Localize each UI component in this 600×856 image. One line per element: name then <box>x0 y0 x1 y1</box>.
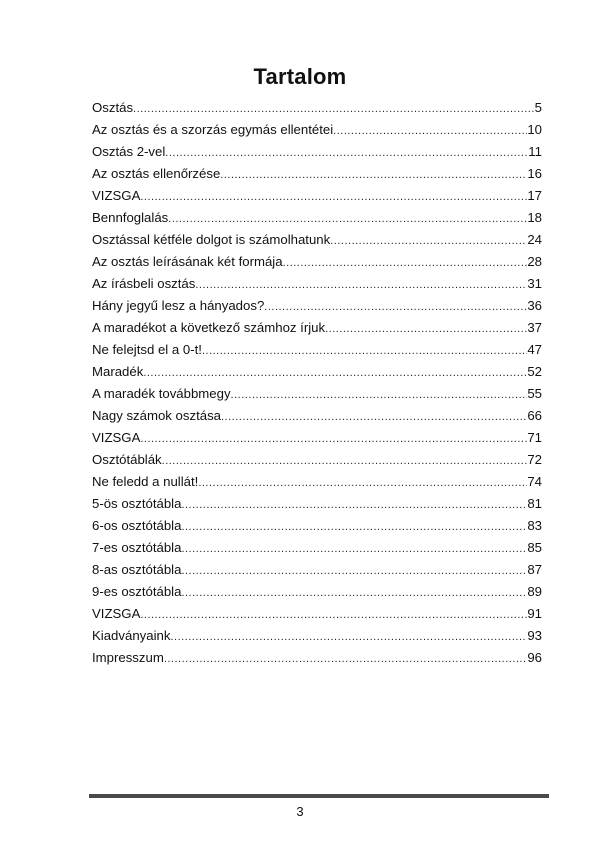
toc-entry-title: Impresszum <box>92 650 164 665</box>
toc-entry-title: VIZSGA <box>92 430 141 445</box>
toc-dot-leader <box>143 362 527 383</box>
toc-dot-leader <box>164 648 528 669</box>
toc-entry[interactable] <box>92 559 542 581</box>
toc-entry-page: 31 <box>527 276 542 291</box>
toc-entry-page: 71 <box>527 430 542 445</box>
toc-entry[interactable] <box>92 427 542 449</box>
toc-entry-page: 85 <box>527 540 542 555</box>
toc-entry-page: 81 <box>527 496 542 511</box>
toc-dot-leader <box>220 164 527 185</box>
toc-entry-title: Az osztás és a szorzás egymás ellentétei <box>92 122 334 137</box>
toc-entry-title: A maradék továbbmegy <box>92 386 231 401</box>
toc-entry-title: Az osztás leírásának két formája <box>92 254 283 269</box>
toc-entry[interactable] <box>92 405 542 427</box>
toc-entry-page: 37 <box>527 320 542 335</box>
toc-entry-page: 96 <box>527 650 542 665</box>
toc-entry-page: 11 <box>528 144 542 159</box>
toc-dot-leader <box>231 384 528 405</box>
toc-entry[interactable] <box>92 163 542 185</box>
toc-entry-page: 89 <box>527 584 542 599</box>
toc-entry-page: 17 <box>527 188 542 203</box>
toc-dot-leader <box>168 208 527 229</box>
toc-entry-title: Nagy számok osztása <box>92 408 221 423</box>
toc-entry[interactable] <box>92 647 542 669</box>
toc-dot-leader <box>333 120 527 141</box>
toc-entry-page: 24 <box>527 232 542 247</box>
toc-dot-leader <box>140 186 527 207</box>
toc-dot-leader <box>181 582 527 603</box>
toc-entry[interactable] <box>92 537 542 559</box>
toc-entry-page: 72 <box>527 452 542 467</box>
toc-dot-leader <box>195 274 527 295</box>
toc-entry-title: 5-ös osztótábla <box>92 496 182 511</box>
toc-entry[interactable] <box>92 383 542 405</box>
toc-entry-title: Hány jegyű lesz a hányados? <box>92 298 265 313</box>
toc-entry-title: Bennfoglalás <box>92 210 169 225</box>
toc-dot-leader <box>283 252 528 273</box>
toc-dot-leader <box>198 472 527 493</box>
toc-entry-page: 36 <box>527 298 542 313</box>
toc-dot-leader <box>325 318 527 339</box>
toc-entry-title: 6-os osztótábla <box>92 518 182 533</box>
toc-entry-page: 66 <box>527 408 542 423</box>
toc-entry[interactable] <box>92 317 542 339</box>
toc-dot-leader <box>181 516 527 537</box>
toc-dot-leader <box>170 626 527 647</box>
toc-entry-title: Kiadványaink <box>92 628 171 643</box>
toc-entry-title: VIZSGA <box>92 606 141 621</box>
toc-entry[interactable] <box>92 295 542 317</box>
toc-entry-title: Osztás 2-vel <box>92 144 166 159</box>
toc-entry-page: 55 <box>527 386 542 401</box>
toc-entry-page: 87 <box>527 562 542 577</box>
page-number: 3 <box>296 804 304 819</box>
footer-divider <box>89 794 549 798</box>
toc-dot-leader <box>140 428 527 449</box>
page-title: Tartalom <box>253 64 347 89</box>
toc-entry[interactable] <box>92 493 542 515</box>
toc-dot-leader <box>140 604 527 625</box>
toc-entry-page: 52 <box>527 364 542 379</box>
toc-entry-page: 28 <box>527 254 542 269</box>
toc-entry[interactable] <box>92 207 542 229</box>
toc-entry-page: 10 <box>527 122 542 137</box>
toc-dot-leader <box>202 340 527 361</box>
toc-entry-page: 93 <box>527 628 542 643</box>
toc-entry-title: 9-es osztótábla <box>92 584 182 599</box>
toc-entry-title: Ne felejtsd el a 0-t! <box>92 342 202 357</box>
toc-entry-page: 83 <box>527 518 542 533</box>
toc-entry[interactable] <box>92 361 542 383</box>
toc-entry[interactable] <box>92 185 542 207</box>
toc-dot-leader <box>181 560 527 581</box>
toc-dot-leader <box>221 406 527 427</box>
toc-dot-leader <box>264 296 527 317</box>
toc-entry[interactable] <box>92 515 542 537</box>
toc-dot-leader <box>330 230 527 251</box>
toc-entry[interactable] <box>92 603 542 625</box>
toc-entry-page: 18 <box>527 210 542 225</box>
toc-entry[interactable] <box>92 581 542 603</box>
toc-entry-title: Ne feledd a nullát! <box>92 474 199 489</box>
toc-entry-title: VIZSGA <box>92 188 141 203</box>
toc-entry-title: 8-as osztótábla <box>92 562 182 577</box>
toc-entry-title: 7-es osztótábla <box>92 540 182 555</box>
toc-entry[interactable] <box>92 141 542 163</box>
toc-entry[interactable] <box>92 251 542 273</box>
toc-entry-page: 91 <box>527 606 542 621</box>
toc-entry[interactable] <box>92 625 542 647</box>
toc-entry-title: Osztótáblák <box>92 452 162 467</box>
toc-entry-title: A maradékot a következő számhoz írjuk <box>92 320 326 335</box>
toc-dot-leader <box>162 450 528 471</box>
toc-dot-leader <box>133 98 535 119</box>
toc-entry-page: 74 <box>527 474 542 489</box>
toc-entry-title: Osztással kétféle dolgot is számolhatunk <box>92 232 331 247</box>
toc-entry-title: Az írásbeli osztás <box>92 276 196 291</box>
toc-entry-page: 16 <box>527 166 542 181</box>
toc-entry[interactable] <box>92 97 542 119</box>
toc-entry[interactable] <box>92 471 542 493</box>
toc-entry[interactable] <box>92 229 542 251</box>
toc-entry-title: Maradék <box>92 364 144 379</box>
toc-dot-leader <box>165 142 528 163</box>
toc-entry[interactable] <box>92 339 542 361</box>
toc-entry[interactable] <box>92 449 542 471</box>
toc-entry-title: Az osztás ellenőrzése <box>92 166 221 181</box>
toc-entry-title: Osztás <box>92 100 134 115</box>
toc-dot-leader <box>181 538 527 559</box>
toc-dot-leader <box>181 494 527 515</box>
toc-entry[interactable] <box>92 119 542 141</box>
toc-entry-page: 47 <box>527 342 542 357</box>
toc-entry-page: 5 <box>534 100 542 115</box>
toc-entry[interactable] <box>92 273 542 295</box>
table-of-contents <box>92 97 542 669</box>
